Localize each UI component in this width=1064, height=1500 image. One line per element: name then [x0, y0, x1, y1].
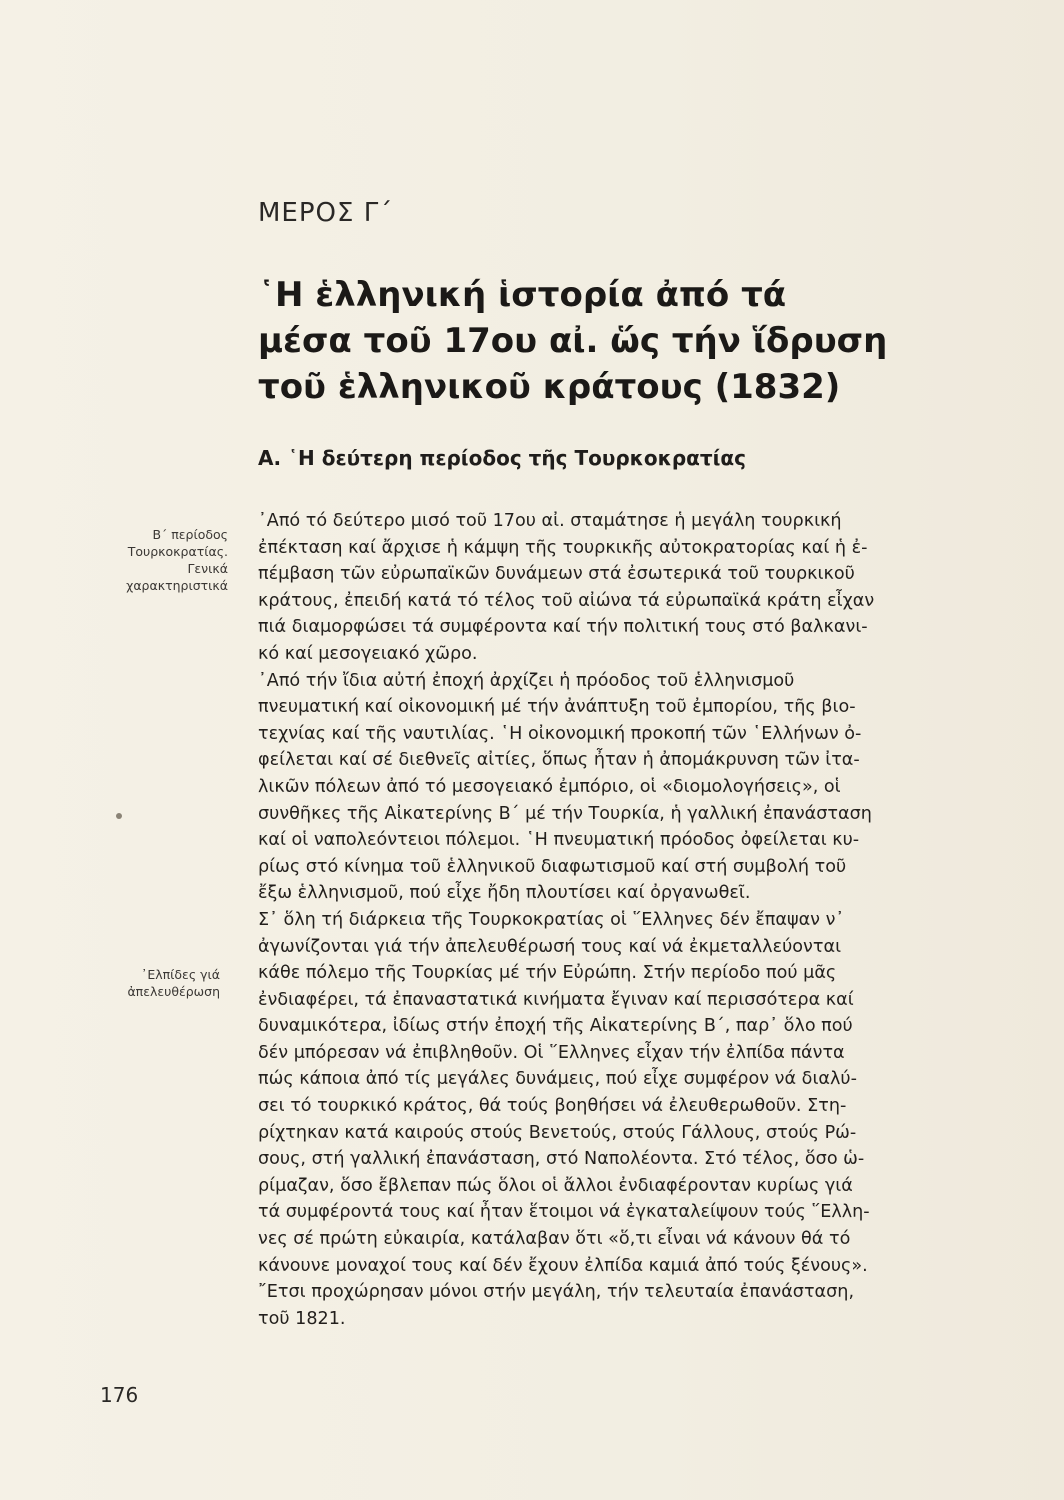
chapter-title-line: ῾Η ἑλληνική ἱστορία ἀπό τά: [258, 275, 787, 315]
margin-note-line: Γενικά: [187, 561, 228, 576]
body-text: [258, 508, 1018, 1332]
body-text-line: κάνουνε μοναχοί τους καί δέν ἔχουν ἐλπίδα καμιά ἀπό τούς ξένους».: [258, 1255, 868, 1276]
body-text-line: πώς κάποια ἀπό τίς μεγάλες δυνάμεις, πού εἶχε συμφέρον νά διαλύ-: [258, 1069, 857, 1090]
body-text-line: ᾿Από τήν ἴδια αὐτή ἐποχή ἀρχίζει ἡ πρόοδος τοῦ ἑλληνισμοῦ: [258, 670, 795, 691]
body-text-line: ῎Ετσι προχώρησαν μόνοι στήν μεγάλη, τήν τελευταία ἐπανάσταση,: [258, 1282, 855, 1303]
body-text-line: τοῦ 1821.: [258, 1308, 346, 1329]
chapter-title: [258, 272, 978, 410]
body-text-line: νες σέ πρώτη εὐκαιρία, κατάλαβαν ὅτι «ὅ,τι εἶναι νά κάνουν θά τό: [258, 1229, 851, 1250]
body-text-line: δυναμικότερα, ἰδίως στήν ἐποχή τῆς Αἰκατερίνης Β΄, παρ᾿ ὅλο πού: [258, 1016, 853, 1037]
margin-dot-mark: [116, 813, 122, 819]
body-text-line: ρίως στό κίνημα τοῦ ἑλληνικοῦ διαφωτισμοῦ καί στή συμβολή τοῦ: [258, 856, 847, 877]
body-text-line: πιά διαμορφώσει τά συμφέροντα καί τήν πολιτική τους στό βαλκανι-: [258, 617, 868, 638]
margin-note-line: Β΄ περίοδος: [152, 527, 228, 542]
chapter-title-line: μέσα τοῦ 17ου αἰ. ὥς τήν ἵδρυση: [258, 321, 888, 361]
body-text-line: σους, στή γαλλική ἐπανάσταση, στό Ναπολέοντα. Στό τέλος, ὅσο ὡ-: [258, 1149, 865, 1170]
body-text-line: σει τό τουρκικό κράτος, θά τούς βοηθήσει νά ἐλευθερωθοῦν. Στη-: [258, 1096, 847, 1117]
body-text-line: ἐνδιαφέρει, τά ἐπαναστατικά κινήματα ἔγιναν καί περισσότερα καί: [258, 989, 854, 1010]
margin-note-line: ᾿Ελπίδες γιά: [141, 967, 220, 982]
body-text-line: πνευματική καί οἰκονομική μέ τήν ἀνάπτυξη τοῦ ἐμπορίου, τῆς βιο-: [258, 697, 856, 718]
body-text-line: ἀγωνίζονται γιά τήν ἀπελευθέρωσή τους καί νά ἐκμεταλλεύονται: [258, 936, 842, 957]
body-text-line: ᾿Από τό δεύτερο μισό τοῦ 17ου αἰ. σταμάτησε ἡ μεγάλη τουρκική: [258, 511, 842, 531]
part-label: ΜΕΡΟΣ Γ΄: [258, 198, 394, 228]
body-text-line: Σ᾿ ὅλη τή διάρκεια τῆς Τουρκοκρατίας οἱ ῞Ελληνες δέν ἔπαψαν ν᾿: [258, 909, 845, 930]
body-text-line: τά συμφέροντά τους καί ἦταν ἕτοιμοι νά ἐγκαταλείψουν τούς ῞Ελλη-: [258, 1202, 870, 1223]
body-text-line: λικῶν πόλεων ἀπό τό μεσογειακό ἐμπόριο, οἱ «διομολογήσεις», οἱ: [258, 776, 841, 797]
body-text-line: κάθε πόλεμο τῆς Τουρκίας μέ τήν Εὐρώπη. Στήν περίοδο πού μᾶς: [258, 963, 837, 984]
body-text-line: πέμβαση τῶν εὐρωπαϊκῶν δυνάμεων στά ἐσωτερικά τοῦ τουρκικοῦ: [258, 564, 855, 585]
body-text-line: συνθῆκες τῆς Αἰκατερίνης Β΄ μέ τήν Τουρκία, ἡ γαλλική ἐπανάσταση: [258, 803, 872, 824]
body-text-line: τεχνίας καί τῆς ναυτιλίας. ῾Η οἰκονομική προκοπή τῶν ῾Ελλήνων ὀ-: [258, 723, 862, 744]
body-text-line: κράτους, ἐπειδή κατά τό τέλος τοῦ αἰώνα τά εὐρωπαϊκά κράτη εἶχαν: [258, 590, 875, 611]
chapter-title-line: τοῦ ἑλληνικοῦ κράτους (1832): [258, 367, 841, 407]
body-text-line: ἔξω ἑλληνισμοῦ, πού εἶχε ἤδη πλουτίσει καί ὀργανωθεῖ.: [258, 883, 751, 904]
body-text-line: ἐπέκταση καί ἄρχισε ἡ κάμψη τῆς τουρκικῆς αὐτοκρατορίας καί ἡ ἐ-: [258, 537, 868, 558]
section-heading: Α. ῾Η δεύτερη περίοδος τῆς Τουρκοκρατίας: [258, 446, 747, 470]
body-text-line: καί οἱ ναπολεόντειοι πόλεμοι. ῾Η πνευματική πρόοδος ὀφείλεται κυ-: [258, 830, 860, 851]
body-text-line: φείλεται καί σέ διεθνεῖς αἰτίες, ὅπως ἦταν ἡ ἀπομάκρυνση τῶν ἰτα-: [258, 750, 860, 771]
page-number: 176: [100, 1383, 139, 1407]
margin-note-period: [78, 526, 228, 594]
margin-note-line: Τουρκοκρατίας.: [127, 544, 228, 559]
margin-note-line: ἀπελευθέρωση: [127, 984, 220, 999]
body-text-line: ρίχτηκαν κατά καιρούς στούς Βενετούς, στούς Γάλλους, στούς Ρώ-: [258, 1122, 857, 1143]
margin-note-liberation: [70, 966, 220, 1000]
body-text-line: ρίμαζαν, ὅσο ἔβλεπαν πώς ὅλοι οἱ ἄλλοι ἐνδιαφέρονταν κυρίως γιά: [258, 1175, 853, 1196]
body-text-line: κό καί μεσογειακό χῶρο.: [258, 643, 478, 664]
margin-note-line: χαρακτηριστικά: [126, 578, 228, 593]
body-text-line: δέν μπόρεσαν νά ἐπιβληθοῦν. Οἱ ῞Ελληνες εἶχαν τήν ἐλπίδα πάντα: [258, 1042, 845, 1063]
